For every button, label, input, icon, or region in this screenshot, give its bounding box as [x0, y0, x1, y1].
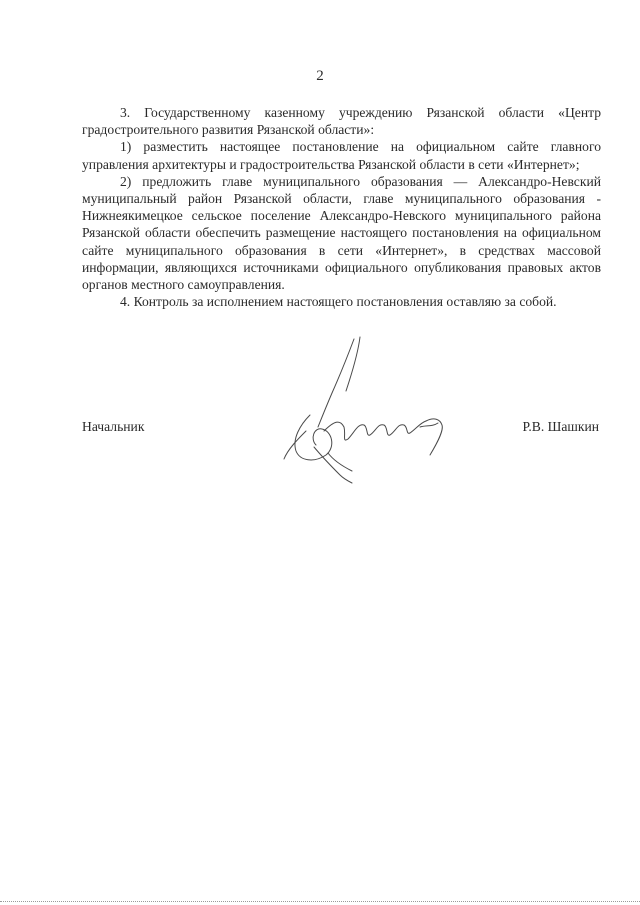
paragraph-item-3: 3. Государственному казенному учреждению Рязанской области «Центр градостроительного развития Рязанской области»: — [82, 105, 601, 138]
paragraph-subitem-2: 2) предложить главе муниципального образования — Александро-Невский муниципальный район Рязанской области, главе муниципального образования - Нижнеякимецкое сельское поселение Александро-Невского муниципального района Рязанской области обеспечить размещение настоящего постановления на официальном сайте муниципального образования в сети «Интернет», в средствах массовой информации, являющихся источниками официального опубликования правовых актов органов местного самоуправления. — [82, 173, 601, 293]
handwritten-signature — [270, 335, 480, 485]
signatory-title: Начальник — [82, 419, 145, 434]
signatory-name: Р.В. Шашкин — [522, 419, 599, 434]
document-body — [82, 104, 601, 310]
signature-block — [82, 419, 601, 439]
paragraph-item-4: 4. Контроль за исполнением настоящего постановления оставляю за собой. — [120, 294, 557, 310]
page-bottom-edge — [0, 901, 640, 902]
paragraph-subitem-1: 1) разместить настоящее постановление на официальном сайте главного управления архитектуры и градостроительства Рязанской области в сети «Интернет»; — [82, 139, 601, 172]
page-number: 2 — [316, 68, 324, 84]
